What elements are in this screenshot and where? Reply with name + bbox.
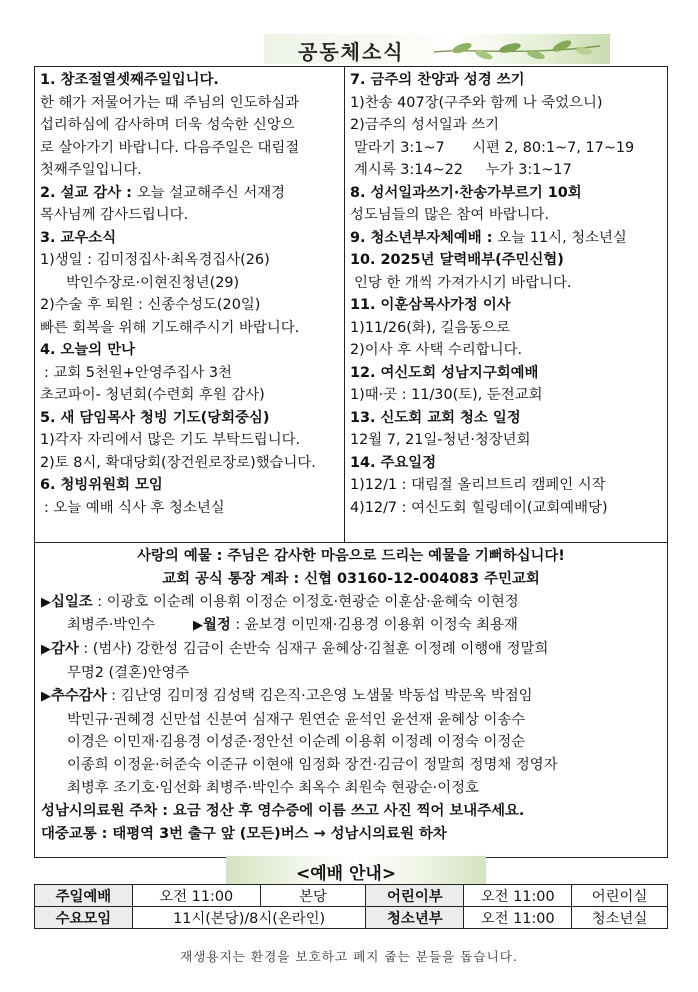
offering-headline: 사랑의 예물 : 주님은 감사한 마음으로 드리는 예물을 기뻐하십니다! <box>137 548 565 564</box>
harvest-line <box>41 685 661 709</box>
triangle-bullet-icon: ▶ <box>192 618 203 634</box>
transit-notice: 대중교통 : 태평역 3번 출구 앞 (모든)버스 → 성남시의료원 하차 <box>41 825 447 842</box>
news-heading: 1. 창조절열셋째주일입니다. <box>40 72 219 88</box>
tithe-line-2 <box>41 614 661 638</box>
news-text: 인당 한 개씩 가져가시기 바랍니다. <box>354 274 572 291</box>
news-text: 1)12/1 : 대림절 올리브트리 캠페인 시작 <box>350 477 606 493</box>
table-cell: 오전 11:00 <box>464 907 572 929</box>
thanks-line-2: 무명2 (결혼)안영주 <box>67 664 190 681</box>
footer-note: 재생용지는 환경을 보호하고 폐지 줍는 분들을 돕습니다. <box>180 949 518 964</box>
news-text: 1)각자 자리에서 많은 기도 부탁드립니다. <box>40 432 301 448</box>
monthly-names: : 윤보경 이민재·김용경 이용휘 이정숙 최용재 <box>230 617 518 634</box>
news-text: 2)이사 후 사택 수리합니다. <box>350 342 523 358</box>
page-title: 공동체소식 <box>298 40 405 64</box>
thanks-label: 감사 <box>51 641 79 658</box>
harvest-names: : 김난영 김미정 김성택 김은직·고은영 노샘물 박동섭 박문옥 박점임 <box>106 687 533 704</box>
news-text: 2)토 8시, 확대당회(장건원로장로)했습니다. <box>40 454 316 471</box>
news-heading-line <box>350 227 663 250</box>
triangle-bullet-icon: ▶ <box>41 688 51 704</box>
news-text: 오늘 설교해주신 서재경 <box>136 184 286 201</box>
table-cell: 청소년실 <box>572 907 668 929</box>
news-text: 박인수장로·이현진청년(29) <box>66 274 240 291</box>
news-text: 1)생일 : 김미정집사·최옥경집사(26) <box>40 252 270 268</box>
news-text: 1)때·곳 : 11/30(토), 둔전교회 <box>350 387 543 403</box>
news-heading: 14. 주요일정 <box>350 454 437 471</box>
leaf-decoration-icon <box>432 38 602 62</box>
news-text: 섭리하심에 감사하며 더욱 성숙한 신앙으 <box>40 117 295 133</box>
news-heading: 4. 오늘의 만나 <box>40 342 136 358</box>
news-heading-line <box>40 182 340 205</box>
news-heading: 3. 교우소식 <box>40 229 117 246</box>
harvest-line: 이종희 이정윤·허준숙 이준규 이현애 임정화 장건·김금이 정말희 정명채 정영자 <box>67 757 558 774</box>
news-text: 한 해가 저물어가는 때 주님의 인도하심과 <box>40 94 300 111</box>
tithe-names-2: 최병주·박인수 <box>67 617 155 634</box>
table-cell: 주일예배 <box>35 885 133 907</box>
news-heading: 10. 2025년 달력배부(주민신협) <box>350 252 564 268</box>
news-heading: 13. 신도회 교회 청소 일정 <box>350 409 521 426</box>
news-heading: 7. 금주의 찬양과 성경 쓰기 <box>350 72 525 88</box>
worship-title: <예배 안내> <box>296 864 397 884</box>
table-row <box>35 885 668 907</box>
title-banner <box>264 34 610 64</box>
worship-banner <box>226 856 486 884</box>
harvest-label: 추수감사 <box>51 687 107 704</box>
harvest-line: 최병후 조기호·임선화 최병주·박인수 최옥수 최원숙 현광순·이정호 <box>67 779 479 796</box>
offering-section <box>35 542 667 858</box>
news-text: 4)12/7 : 여신도회 힐링데이(교회예배당) <box>350 499 608 516</box>
table-cell: 11시(본당)/8시(온라인) <box>132 907 366 929</box>
news-heading: 6. 청빙위원회 모임 <box>40 477 163 493</box>
news-text: 12월 7, 21일-청년·청장년회 <box>350 432 531 448</box>
news-heading: 9. 청소년부자체예배 : <box>350 229 498 246</box>
news-text: 빠른 회복을 위해 기도해주시기 바랍니다. <box>40 319 300 336</box>
triangle-bullet-icon: ▶ <box>41 594 51 610</box>
news-text: : 교회 5천원+안영주집사 3천 <box>44 364 232 381</box>
table-cell: 본당 <box>260 885 366 907</box>
thanks-names: : (범사) 강한성 김금이 손반숙 심재구 윤혜상·김철훈 이정례 이행애 정말희 <box>78 641 549 658</box>
monthly-label: 월정 <box>202 617 231 634</box>
news-frame <box>34 66 668 858</box>
triangle-bullet-icon: ▶ <box>41 642 51 658</box>
harvest-line: 이경은 이민재·김용경 이성준·정안선 이순례 이용휘 이정례 이정숙 이정순 <box>67 734 526 751</box>
news-heading: 8. 성서일과쓰기·찬송가부르기 10회 <box>350 184 582 201</box>
table-cell: 오전 11:00 <box>132 885 260 907</box>
table-cell: 청소년부 <box>366 907 464 929</box>
parking-notice: 성남시의료원 주차 : 요금 정산 후 영수증에 이름 쓰고 사진 찍어 보내주세요. <box>41 802 525 819</box>
table-row <box>35 907 668 929</box>
bank-account: 교회 공식 통장 계좌 : 신협 03160-12-004083 주민교회 <box>162 570 540 587</box>
tithe-names: : 이광호 이순례 이용휘 이정순 이정호·현광순 이훈삼·윤혜숙 이현정 <box>92 593 519 610</box>
table-cell: 어린이부 <box>366 885 464 907</box>
harvest-line: 박민규·권혜경 신만섭 신분여 심재구 원연순 윤석인 윤선재 윤혜상 이송수 <box>67 711 526 728</box>
news-heading: 2. 설교 감사 : <box>40 184 137 201</box>
news-heading: 5. 새 담임목사 청빙 기도(당회중심) <box>40 409 270 426</box>
news-text: 말라기 3:1~7 시편 2, 80:1~7, 17~19 <box>354 139 635 156</box>
news-text: 1)11/26(화), 길음동으로 <box>350 319 511 336</box>
news-heading: 11. 이훈삼목사가정 이사 <box>350 297 511 313</box>
news-text: 초코파이- 청년회(수련회 후원 감사) <box>40 387 265 403</box>
table-cell: 수요모임 <box>35 907 133 929</box>
news-text: : 오늘 예배 식사 후 청소년실 <box>44 499 225 516</box>
news-text: 로 살아가기 바랍니다. 다음주일은 대림절 <box>40 139 300 156</box>
news-column-right <box>345 67 667 542</box>
table-cell: 어린이실 <box>572 885 668 907</box>
news-text: 1)찬송 407장(구주와 함께 나 죽었으니) <box>350 94 603 111</box>
worship-table <box>34 884 668 929</box>
news-text: 계시록 3:14~22 누가 3:1~17 <box>354 162 572 178</box>
news-text: 성도님들의 많은 참여 바랍니다. <box>350 207 550 223</box>
tithe-line <box>41 591 661 615</box>
news-text: 오늘 11시, 청소년실 <box>497 229 627 246</box>
news-column-left <box>35 67 345 542</box>
thanks-line <box>41 638 661 662</box>
table-cell: 오전 11:00 <box>464 885 572 907</box>
news-text: 2)수술 후 퇴원 : 신종수성도(20일) <box>40 297 261 313</box>
news-heading: 12. 여신도회 성남지구회예배 <box>350 364 539 381</box>
news-text: 2)금주의 성서일과 쓰기 <box>350 117 500 133</box>
news-text: 목사님께 감사드립니다. <box>40 207 189 223</box>
news-text: 첫째주일입니다. <box>40 162 142 178</box>
tithe-label: 십일조 <box>51 593 93 610</box>
